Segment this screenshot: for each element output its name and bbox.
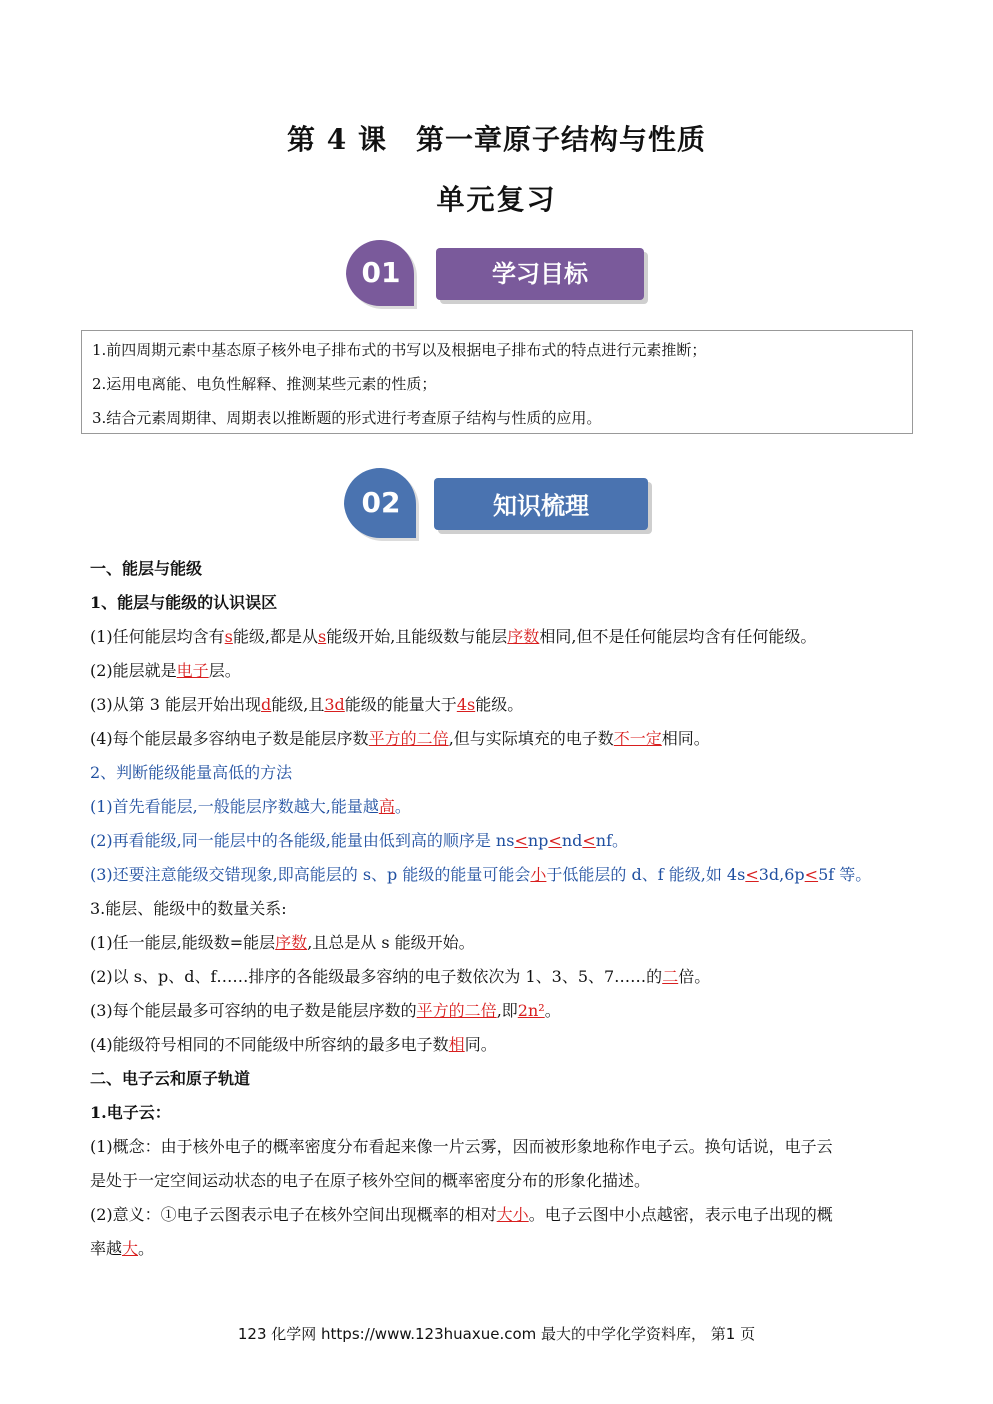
text: 能级,且: [271, 695, 325, 714]
para-1-4: [90, 727, 710, 751]
para-4-1a: (1)概念：由于核外电子的概率密度分布看起来像一片云雾，因而被形象地称作电子云。换句话说，电子云: [90, 1137, 833, 1156]
text: (2)再看能级,同一能层中的各能级,能量由低到高的顺序是 ns: [90, 831, 515, 850]
text: 能级,都是从: [232, 627, 318, 646]
answer: s: [224, 627, 233, 646]
answer: 4s: [456, 695, 476, 714]
goal-3: 3.结合元素周期律、周期表以推断题的形式进行考查原子结构与性质的应用。: [92, 409, 602, 427]
text: (2)能层就是: [90, 661, 177, 680]
answer: 二: [662, 967, 679, 986]
para-2-3: [90, 863, 871, 887]
answer: d: [261, 695, 272, 714]
heading-1-3: 3.能层、能级中的数量关系:: [90, 899, 287, 918]
text: 。: [138, 1239, 155, 1258]
heading-2: 二、电子云和原子轨道: [90, 1069, 251, 1088]
text: (4)能级符号相同的不同能级中所容纳的最多电子数: [90, 1035, 449, 1054]
text: 能级开始,且能级数与能层: [326, 627, 508, 646]
answer: <: [582, 831, 596, 850]
para-3-2: [90, 965, 710, 989]
heading-1: 一、能层与能级: [90, 559, 203, 578]
goal-1: 1.前四周期元素中基态原子核外电子排布式的书写以及根据电子排布式的特点进行元素推断；: [92, 341, 707, 359]
text: (3)还要注意能级交错现象,即高能层的 s、p 能级的能量可能会: [90, 865, 531, 884]
para-1-3: [90, 693, 523, 717]
answer: <: [745, 865, 759, 884]
heading-1-2: 2、判断能级能量高低的方法: [90, 763, 293, 782]
answer: 序数: [275, 933, 308, 952]
para-1-2: [90, 659, 241, 683]
para-4-2b: [90, 1237, 154, 1261]
text: 3d,6p: [758, 865, 805, 884]
text: 同。: [464, 1035, 497, 1054]
text: 。: [394, 797, 411, 816]
text: ,即: [496, 1001, 518, 1020]
answer: 大小: [496, 1205, 529, 1224]
para-3-1: [90, 931, 475, 955]
answer: 2n²: [517, 1001, 545, 1020]
badge-01-number: 01: [361, 256, 401, 289]
text: (2)意义：①电子云图表示电子在核外空间出现概率的相对: [90, 1205, 497, 1224]
text: (4)每个能层最多容纳电子数是能层序数: [90, 729, 369, 748]
para-4-1b: 是处于一定空间运动状态的电子在原子核外空间的概率密度分布的形象化描述。: [90, 1171, 651, 1190]
answer: 大: [122, 1239, 139, 1258]
answer: 平方的二倍: [416, 1001, 497, 1020]
text: 于低能层的 d、f 能级,如 4s: [546, 865, 746, 884]
text: (1)任何能层均含有: [90, 627, 225, 646]
text: (1)任一能层,能级数=能层: [90, 933, 276, 952]
text: nd: [561, 831, 583, 850]
answer: 3d: [324, 695, 345, 714]
answer: 小: [530, 865, 547, 884]
answer: 相: [448, 1035, 465, 1054]
text: 。电子云图中小点越密，表示电子出现的概: [528, 1205, 833, 1224]
text: ,且总是从 s 能级开始。: [307, 933, 475, 952]
answer: 平方的二倍: [368, 729, 449, 748]
answer: <: [514, 831, 528, 850]
text: ,但与实际填充的电子数: [448, 729, 614, 748]
text: 倍。: [678, 967, 711, 986]
badge-02-label: 知识梳理: [493, 492, 589, 520]
text: nf。: [595, 831, 628, 850]
text: (1)首先看能层,一般能层序数越大,能量越: [90, 797, 379, 816]
text: 率越: [90, 1239, 123, 1258]
text: 。: [544, 1001, 561, 1020]
section-badge-01: [342, 238, 652, 310]
para-3-4: [90, 1033, 497, 1057]
para-2-2: [90, 829, 628, 853]
text: (3)从第 3 能层开始出现: [90, 695, 262, 714]
para-1-1: [90, 625, 816, 649]
text: 相同。: [661, 729, 710, 748]
badge-01-label: 学习目标: [492, 260, 588, 288]
text: (2)以 s、p、d、f……排序的各能级最多容纳的电子数依次为 1、3、5、7……的: [90, 967, 663, 986]
lesson-subtitle: 单元复习: [436, 183, 557, 216]
badge-02-number: 02: [361, 486, 401, 519]
answer: <: [548, 831, 562, 850]
text: 层。: [208, 661, 241, 680]
para-3-3: [90, 999, 561, 1023]
answer: 电子: [176, 661, 209, 680]
text: 5f 等。: [818, 865, 872, 884]
goal-2: 2.运用电离能、电负性解释、推测某些元素的性质；: [92, 375, 437, 393]
text: 相同,但不是任何能层均含有任何能级。: [539, 627, 817, 646]
heading-2-1: 1.电子云：: [90, 1103, 171, 1122]
answer: 序数: [507, 627, 540, 646]
lesson-title: 第 4 课 第一章原子结构与性质: [287, 123, 706, 156]
section-badge-02: [340, 466, 656, 542]
page-footer: 123 化学网 https://www.123huaxue.com 最大的中学化学资料库， 第1 页: [237, 1325, 756, 1343]
text: np: [527, 831, 549, 850]
text: 能级。: [475, 695, 524, 714]
text: (3)每个能层最多可容纳的电子数是能层序数的: [90, 1001, 417, 1020]
learning-goals-box: [81, 330, 913, 434]
answer: 不一定: [613, 729, 662, 748]
answer: s: [317, 627, 327, 646]
para-2-1: [90, 795, 411, 819]
text: 能级的能量大于: [344, 695, 457, 714]
heading-1-1: 1、能层与能级的认识误区: [90, 593, 278, 612]
answer: 高: [378, 797, 395, 816]
para-4-2a: [90, 1203, 833, 1227]
answer: <: [804, 865, 819, 884]
